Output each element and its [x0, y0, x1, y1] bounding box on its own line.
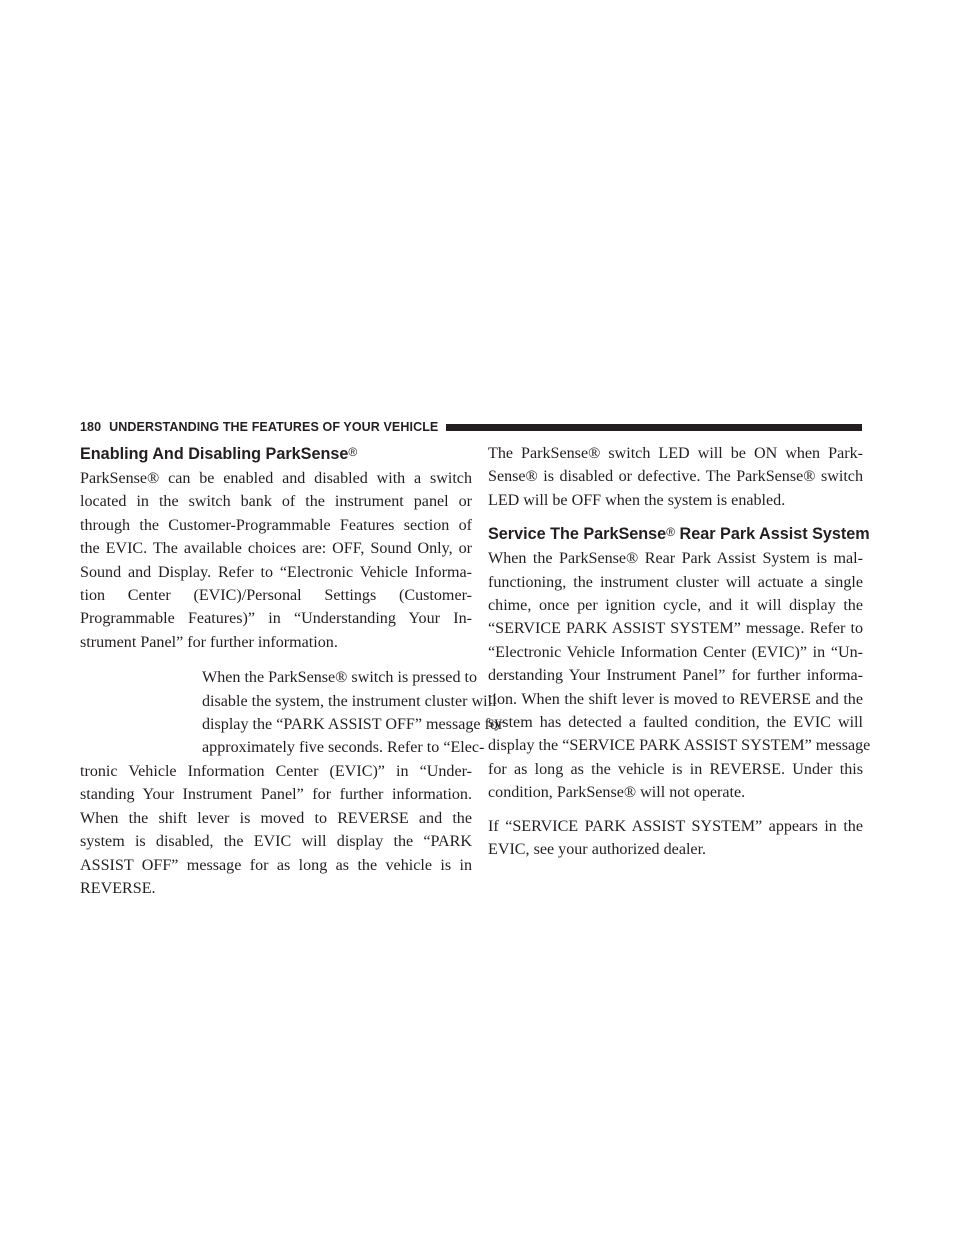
text-line: ParkSense® can be enabled and disabled with a switch [80, 470, 472, 487]
text-line: ASSIST OFF” message for as long as the vehicle is in [80, 856, 472, 874]
text-line: When the ParkSense® Rear Park Assist System is mal- [488, 550, 863, 568]
text-line: system is disabled, the EVIC will display the “PARK [80, 833, 472, 851]
heading-service-parksense: Service The ParkSense® Rear Park Assist System [488, 525, 870, 544]
text-line: REVERSE. [80, 879, 156, 897]
text-line: condition, ParkSense® will not operate. [488, 784, 746, 802]
text-line: Programmable Features)” in “Understanding Your In- [80, 610, 472, 628]
text-line: derstanding Your Instrument Panel” for further informa- [488, 667, 863, 685]
text-line: through the Customer-Programmable Features section of [80, 516, 472, 534]
running-header [80, 418, 862, 436]
text-line: display the “SERVICE PARK ASSIST SYSTEM” message [488, 737, 871, 755]
text-line: Sound and Display. Refer to “Electronic Vehicle Informa- [80, 563, 472, 581]
running-title: UNDERSTANDING THE FEATURES OF YOUR VEHICLE [109, 420, 439, 434]
right-column [488, 442, 871, 862]
text-line: system has detected a faulted condition, the EVIC will [488, 714, 863, 732]
registered-mark: ® [348, 445, 358, 459]
page-number: 180 [80, 420, 102, 434]
header-rule [446, 424, 862, 431]
text-line: located in the switch bank of the instrument panel or [80, 493, 472, 511]
text-line: tion Center (EVIC)/Personal Settings (Customer- [80, 587, 472, 605]
text-line: EVIC, see your authorized dealer. [488, 841, 707, 859]
left-column [80, 442, 504, 900]
paragraph-switch-pressed [80, 666, 504, 760]
text-line: standing Your Instrument Panel” for further information. [80, 786, 472, 804]
text-line: If “SERVICE PARK ASSIST SYSTEM” appears in the [488, 817, 863, 835]
text-line: “SERVICE PARK ASSIST SYSTEM” message. Refer to [488, 620, 863, 638]
text-line: strument Panel” for further information. [80, 633, 338, 651]
text-line: tion. When the shift lever is moved to REVERSE and the [488, 690, 863, 708]
heading-enabling-disabling: Enabling And Disabling ParkSense® [80, 445, 358, 463]
text-line: When the ParkSense® switch is pressed to [202, 669, 478, 687]
paragraph-enable-disable [80, 467, 472, 654]
paragraph-switch-pressed-continued [80, 760, 472, 900]
text-line: disable the system, the instrument cluster will [202, 692, 497, 710]
paragraph-see-dealer [488, 815, 863, 862]
paragraph-switch-led [488, 442, 863, 512]
text-line: chime, once per ignition cycle, and it will display the [488, 597, 863, 615]
registered-mark: ® [666, 525, 676, 540]
text-line: for as long as the vehicle is in REVERSE. Under this [488, 760, 863, 778]
text-line: functioning, the instrument cluster will actuate a single [488, 573, 863, 591]
text-line: LED will be OFF when the system is enabled. [488, 491, 786, 509]
text-line: The ParkSense® switch LED will be ON when Park- [488, 445, 863, 462]
text-line: Sense® is disabled or defective. The ParkSense® switch [488, 468, 863, 486]
text-line: the EVIC. The available choices are: OFF, Sound Only, or [80, 540, 472, 558]
text-line: When the shift lever is moved to REVERSE and the [80, 809, 472, 827]
text-line: approximately five seconds. Refer to “Elec- [202, 739, 485, 757]
text-line: “Electronic Vehicle Information Center (EVIC)” in “Un- [488, 643, 863, 661]
text-line: display the “PARK ASSIST OFF” message for [202, 716, 504, 734]
text-line: tronic Vehicle Information Center (EVIC)” in “Under- [80, 762, 472, 780]
paragraph-service-system [488, 547, 871, 804]
